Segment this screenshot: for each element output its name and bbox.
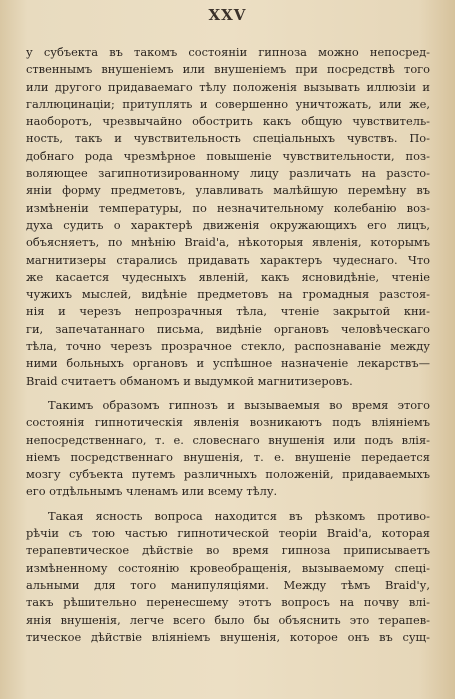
text-line: духа судить о характерѣ движенiя окружающихъ его лицъ, (26, 217, 430, 232)
text-line: ги, запечатаннаго письма, видѣнiе органовъ человѣческаго (26, 321, 430, 336)
text-line: воляющее загипнотизированному лицу различать на разсто- (26, 166, 430, 181)
text-line: мозгу субъекта путемъ различныхъ положенiй, придаваемыхъ (26, 467, 430, 482)
text-line: ственнымъ внушенiемъ или внушенiемъ при посредствѣ того (26, 62, 430, 77)
page-number-header: XXV (208, 6, 247, 24)
text-line: Braid считаетъ обманомъ и выдумкой магнитизеровъ. (26, 373, 353, 388)
text-line: объясняетъ, по мнѣнiю Braid'а, нѣкоторыя явленiя, которымъ (26, 235, 430, 250)
text-line: измѣненiи температуры, по незначительному колебанiю воз- (26, 200, 430, 215)
text-line: же касается чудесныхъ явленiй, какъ ясновидѣнiе, чтенiе (26, 269, 430, 284)
text-line: Такимъ образомъ гипнозъ и вызываемыя во время этого (48, 397, 430, 412)
text-line: состоянiя гипнотическiя явленiя возникаютъ подъ влiянiемъ (26, 415, 430, 430)
text-line: Такая ясность вопроса находится въ рѣзкомъ противо- (48, 508, 430, 523)
text-line: ними больныхъ органовъ и успѣшное назначенiе лекарствъ— (26, 356, 430, 371)
text-line: его отдѣльнымъ членамъ или всему тѣлу. (26, 484, 278, 499)
text-line: тическое дѣйствiе влiянiемъ внушенiя, которое онъ въ сущ- (26, 629, 430, 644)
text-line: наоборотъ, чрезвычайно обострить какъ общую чувствитель- (26, 114, 430, 129)
paragraph-3 (26, 508, 430, 646)
text-line: непосредственнаго, т. е. словеснаго внушенiя или подъ влiя- (26, 432, 430, 447)
text-line: ность, такъ и чувствительность спецiальныхъ чувствъ. По- (26, 131, 430, 146)
text-line: такъ рѣшительно перенесшему этотъ вопросъ на почву влi- (26, 595, 430, 610)
paragraph-1 (26, 44, 430, 390)
text-line: терапевтическое дѣйствiе во время гипноза приписываетъ (26, 543, 430, 558)
text-line: добнаго рода чрезмѣрное повышенiе чувствительности, поз- (26, 148, 430, 163)
text-line: чужихъ мыслей, видѣнiе предметовъ на громадныя разстоя- (26, 287, 430, 302)
text-line: альными для того манипуляцiями. Между тѣмъ Braid'у, (26, 577, 430, 592)
paragraph-2 (26, 397, 430, 501)
text-line: измѣненному состоянiю кровеобращенiя, вызываемому спецi- (26, 560, 430, 575)
text-line: рѣчiи съ тою частью гипнотической теорiи Braid'а, которая (26, 526, 430, 541)
body-text (26, 44, 430, 646)
text-line: тѣла, точно черезъ прозрачное стекло, распознаванiе между (26, 339, 430, 354)
text-line: янiя внушенiя, легче всего было бы объяснить это терапев- (26, 612, 430, 627)
text-line: нiемъ посредственнаго внушенiя, т. е. внушенiе передается (26, 449, 430, 464)
text-line: у субъекта въ такомъ состоянiи гипноза можно непосред- (26, 45, 430, 59)
text-line: нiя и черезъ непрозрачныя тѣла, чтенiе закрытой кни- (26, 304, 430, 319)
text-line: янiи форму предметовъ, улавливать малѣйшую перемѣну въ (26, 183, 430, 198)
text-line: галлюцинацiи; притуплять и совершенно уничтожать, или же, (26, 96, 430, 111)
text-line: магнитизеры старались придавать характеръ чудеснаго. Что (26, 252, 430, 267)
text-line: или другого придаваемаго тѣлу положенiя вызывать иллюзiи и (26, 79, 430, 94)
